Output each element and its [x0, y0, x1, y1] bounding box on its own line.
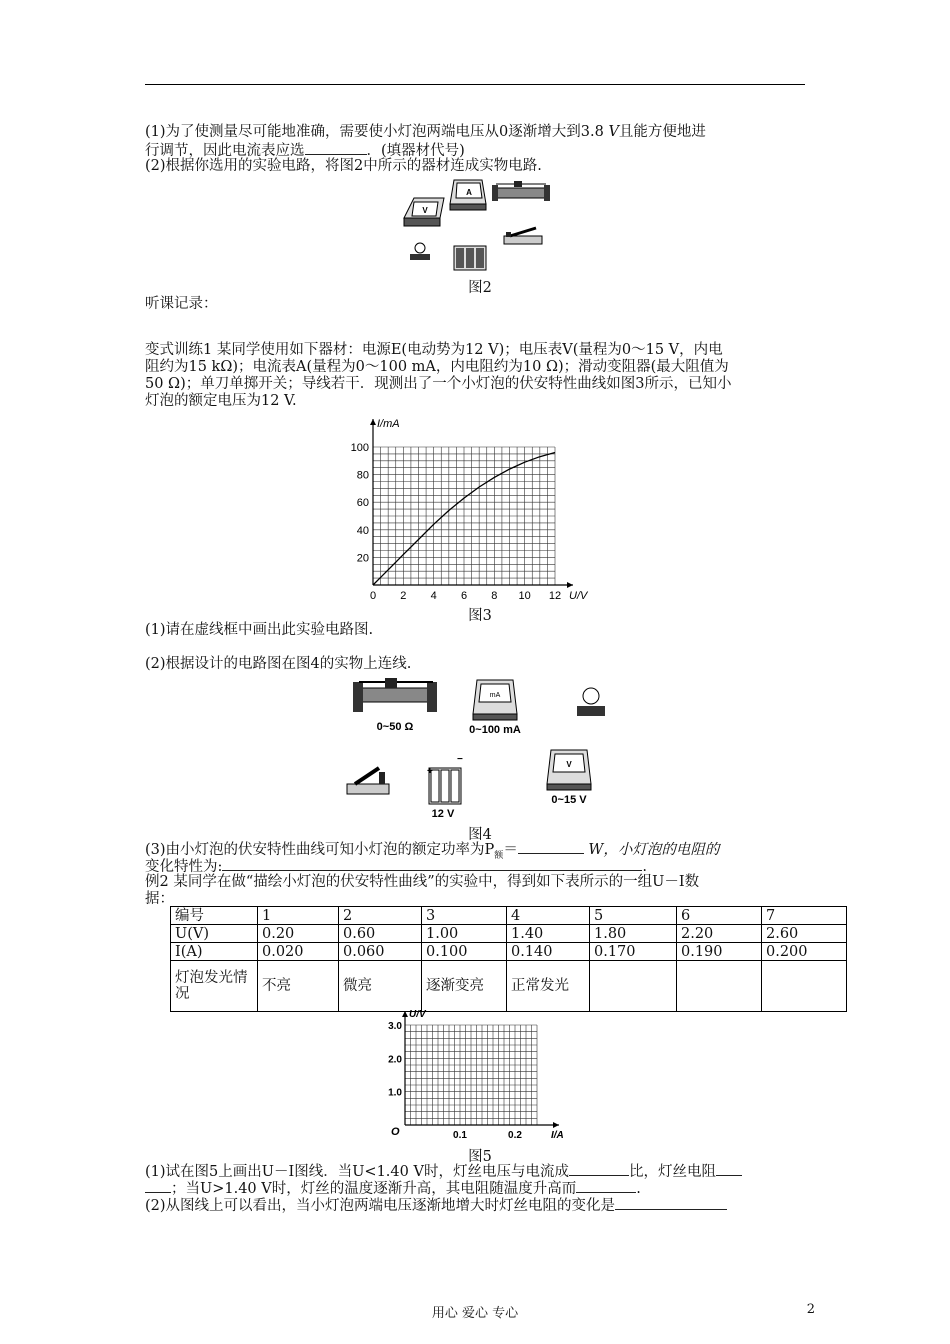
table-row: [171, 961, 847, 1012]
question-2-line: (2)根据你选用的实验电路，将图2中所示的器材连成实物电路.: [145, 158, 542, 174]
y-axis-arrow: [370, 419, 376, 425]
example-2-line-1: 例2 某同学在做“描绘小灯泡的伏安特性曲线”的实验中，得到如下表所示的一组U－I数: [145, 874, 700, 890]
fig4-rheostat-label: 0~50 Ω: [376, 721, 414, 733]
table-cell: U(V): [171, 925, 258, 943]
header-rule: [145, 84, 805, 85]
y-tick-label: 20: [356, 552, 369, 565]
table-cell: 0.20: [258, 925, 339, 943]
fig4-voltmeter-label: 0~15 V: [551, 794, 587, 806]
y-tick-label: 80: [356, 469, 369, 482]
table-cell: 0.170: [590, 943, 677, 961]
fig4-voltmeter-face: V: [566, 760, 572, 769]
x-tick-label: 4: [430, 590, 437, 602]
milliammeter-icon: [469, 680, 521, 736]
table-cell: 1: [258, 907, 339, 925]
subquestion-2: (2)根据设计的电路图在图4的实物上连线.: [145, 656, 412, 672]
table-cell: 0.200: [762, 943, 847, 961]
rheostat-icon: [353, 678, 437, 733]
fig2-ammeter-symbol: A: [466, 188, 472, 197]
figure-2-apparatus: [400, 176, 552, 276]
x-tick-label: 0.1: [453, 1130, 467, 1141]
table-row: [171, 925, 847, 943]
y-tick-label: 1.0: [388, 1087, 402, 1099]
figure-5-caption: 图5: [468, 1149, 492, 1165]
variant-line-1: 变式训练1 某同学使用如下器材：电源E(电动势为12 V)；电压表V(量程为0～15 V，内电: [145, 342, 723, 358]
lecture-notes-label: 听课记录：: [145, 296, 218, 312]
table-cell: 2.20: [677, 925, 762, 943]
answer-blank-power[interactable]: [518, 840, 584, 854]
table-cell: 7: [762, 907, 847, 925]
table-cell: 正常发光: [507, 961, 590, 1012]
table-cell: [762, 961, 847, 1012]
y-tick-label: 100: [350, 442, 369, 454]
rheostat-icon: [492, 181, 550, 201]
table-cell: 逐渐变亮: [422, 961, 507, 1012]
subquestion-3-line-1: (3)由小灯泡的伏安特性曲线可知小灯泡的额定功率为$P_额= W$，小灯泡的电阻的: [145, 842, 720, 861]
table-cell: 微亮: [339, 961, 422, 1012]
y-axis-label: I/mA: [377, 418, 400, 430]
table-cell: 1.80: [590, 925, 677, 943]
answer-blank-temperature[interactable]: [576, 1179, 636, 1193]
y-tick-label: 2.0: [388, 1054, 402, 1066]
battery-icon: [427, 754, 463, 820]
table-cell: 1.00: [422, 925, 507, 943]
fig4-battery-label: 12 V: [431, 808, 455, 820]
x-tick-label: 2: [400, 590, 407, 602]
figure-3-chart: [345, 410, 605, 605]
table-cell: 0.60: [339, 925, 422, 943]
data-table: [170, 906, 847, 1012]
answer-1-line-1: (1)试在图5上画出U－I图线．当U<1.40 V时，灯丝电压与电流成 比，灯丝电阻: [145, 1162, 742, 1181]
figure-4-caption: 图4: [468, 827, 492, 843]
x-tick-label: 10: [518, 590, 531, 602]
figure-5-chart: [375, 1010, 575, 1145]
table-cell: 0.100: [422, 943, 507, 961]
figure-4-apparatus: [345, 676, 625, 821]
question-1-line-2: 行调节，因此电流表应选 ．(填器材代号): [145, 143, 465, 159]
x-tick-label: 8: [491, 590, 498, 602]
x-tick-label: 0: [369, 590, 377, 602]
figure-3-caption: 图3: [468, 608, 492, 624]
y-tick-label: 40: [356, 524, 369, 537]
table-cell: 2.60: [762, 925, 847, 943]
y-tick-label: 3.0: [388, 1021, 402, 1032]
footer-slogan: 用心 爱心 专心: [431, 1306, 519, 1321]
table-row: [171, 943, 847, 961]
ammeter-icon: [450, 180, 486, 210]
y-tick-label: 60: [356, 497, 369, 510]
bulb-icon: [410, 243, 430, 260]
table-cell: [590, 961, 677, 1012]
table-cell: 3: [422, 907, 507, 925]
x-axis-label: U/V: [569, 590, 588, 602]
table-cell: 4: [507, 907, 590, 925]
table-cell: 0.060: [339, 943, 422, 961]
fig4-battery-plus: +: [427, 766, 433, 777]
x-tick-label: 12: [548, 590, 562, 602]
answer-2-line: (2)从图线上可以看出，当小灯泡两端电压逐渐地增大时灯丝电阻的变化是: [145, 1196, 727, 1215]
subquestion-1: (1)请在虚线框中画出此实验电路图.: [145, 622, 374, 638]
table-cell: 0.190: [677, 943, 762, 961]
table-cell: 编号: [171, 907, 258, 925]
table-cell: 2: [339, 907, 422, 925]
table-cell: 0.140: [507, 943, 590, 961]
table-cell: 0.020: [258, 943, 339, 961]
question-1-line-1: (1)为了使测量尽可能地准确，需要使小灯泡两端电压从0逐渐增大到3.8 V且能方便地进: [145, 124, 706, 140]
y-axis-label: U/V: [409, 1010, 426, 1020]
bulb-icon: [577, 688, 605, 716]
answer-blank-resistance-low[interactable]: [716, 1162, 742, 1176]
table-cell: 6: [677, 907, 762, 925]
table-row: [171, 907, 847, 925]
table-cell: 5: [590, 907, 677, 925]
answer-blank-proportion[interactable]: [569, 1162, 629, 1176]
table-cell: 灯泡发光情况: [171, 961, 258, 1012]
table-cell: 1.40: [507, 925, 590, 943]
x-axis-arrow: [553, 1122, 559, 1128]
switch-icon: [504, 228, 542, 244]
answer-1-line-2: ；当U>1.40 V时，灯丝的温度逐渐升高，其电阻随温度升高而 .: [145, 1179, 641, 1198]
battery-icon: [454, 246, 486, 270]
x-axis-label: I/A: [551, 1130, 564, 1141]
y-axis-arrow: [402, 1011, 408, 1017]
figure-2-caption: 图2: [468, 280, 492, 296]
voltmeter-icon: [404, 198, 444, 226]
x-tick-label: 0.2: [508, 1130, 522, 1141]
fig4-battery-minus: −: [457, 754, 463, 765]
x-tick-label: 6: [460, 590, 468, 602]
fig4-ammeter-label: 0~100 mA: [469, 724, 521, 736]
answer-blank-resistance-change[interactable]: [615, 1196, 727, 1210]
table-cell: 不亮: [258, 961, 339, 1012]
x-axis-arrow: [567, 582, 573, 588]
variant-line-2: 阻约为15 kΩ)；电流表A(量程为0～100 mA，内电阻约为10 Ω)；滑动变阻器(最大阻值为: [145, 359, 729, 375]
subquestion-3-line-2: 变化特性为: .: [145, 859, 647, 875]
table-cell: I(A): [171, 943, 258, 961]
variant-line-3: 50 Ω)；单刀单掷开关；导线若干．现测出了一个小灯泡的伏安特性曲线如图3所示，已知小: [145, 376, 732, 392]
answer-blank-resistance-low-cont[interactable]: [145, 1179, 171, 1193]
answer-blank-resistance[interactable]: [222, 857, 642, 871]
table-cell: [677, 961, 762, 1012]
fig4-ammeter-face: mA: [489, 692, 501, 699]
variant-line-4: 灯泡的额定电压为12 V.: [145, 393, 297, 409]
page-number: 2: [806, 1302, 815, 1317]
answer-blank-ammeter[interactable]: [305, 141, 367, 155]
voltmeter-icon: [547, 750, 591, 806]
switch-icon: [347, 768, 389, 794]
example-2-line-2: 据：: [145, 891, 174, 907]
fig2-voltmeter-symbol: V: [422, 206, 428, 215]
origin-label: O: [391, 1126, 400, 1138]
